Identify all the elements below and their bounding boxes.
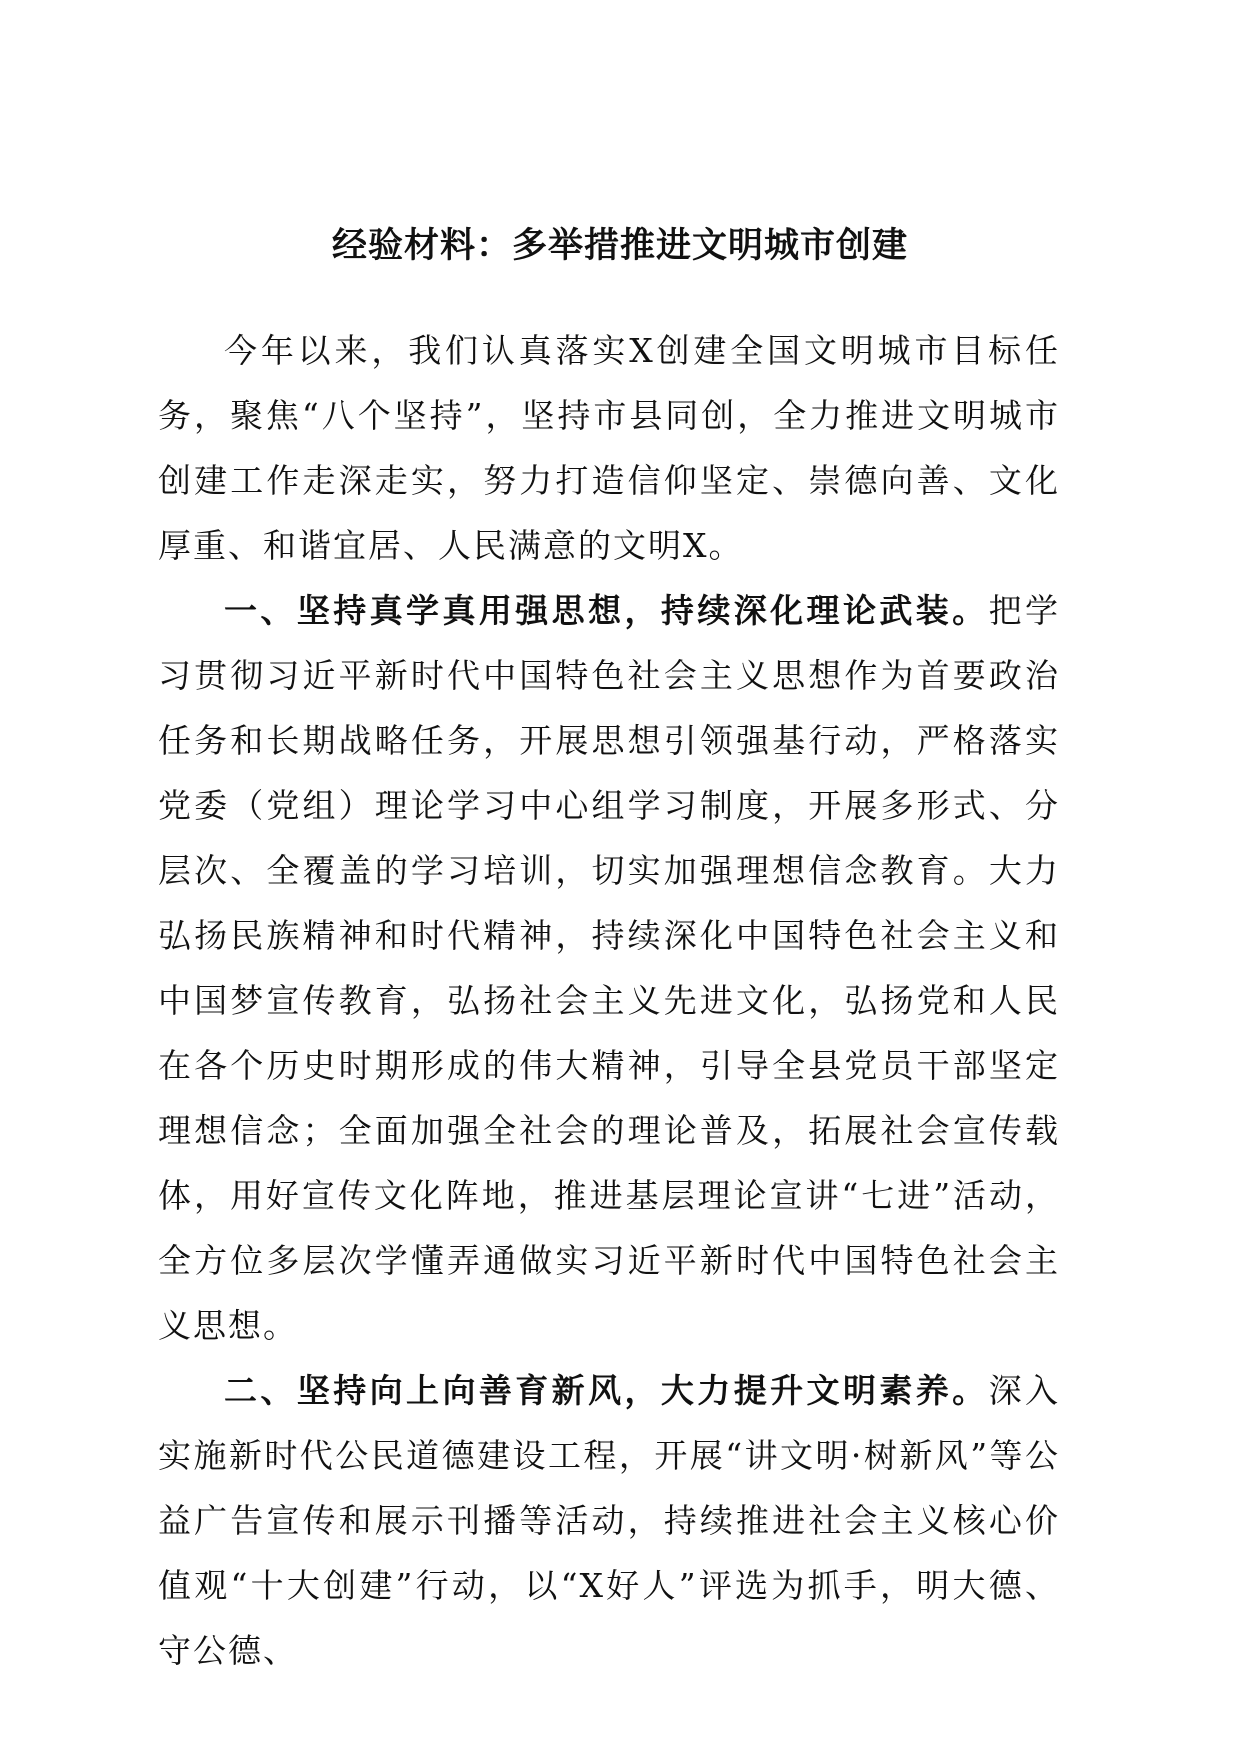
section-text-1: 把学习贯彻习近平新时代中国特色社会主义思想作为首要政治任务和长期战略任务，开展思想引领强基行动，严格落实党委（党组）理论学习中心组学习制度，开展多形式、分层次、全覆盖的学习培训，切实加强理想信念教育。大力弘扬民族精神和时代精神，持续深化中国特色社会主义和中国梦宣传教育，弘扬社会主义先进文化，弘扬党和人民在各个历史时期形成的伟大精神，引导全县党员干部坚定理想信念；全面加强全社会的理论普及，拓展社会宣传载体，用好宣传文化阵地，推进基层理论宣讲“七进”活动，全方位多层次学懂弄通做实习近平新时代中国特色社会主义思想。 (158, 591, 1061, 1345)
intro-paragraph: 今年以来，我们认真落实X创建全国文明城市目标任务，聚焦“八个坚持”，坚持市县同创，全力推进文明城市创建工作走深走实，努力打造信仰坚定、崇德向善、文化厚重、和谐宜居、人民满意的文明X。 (158, 331, 1060, 565)
document-body (158, 318, 1060, 1683)
document-title: 经验材料：多举措推进文明城市创建 (331, 225, 908, 266)
section-paragraph-1 (158, 578, 1060, 1358)
section-heading-2: 二、坚持向上向善育新风，大力提升文明素养。 (224, 1371, 989, 1410)
section-paragraph-2 (158, 1358, 1060, 1683)
section-heading-1: 一、坚持真学真用强思想，持续深化理论武装。 (224, 591, 989, 630)
section-text-2: 深入实施新时代公民道德建设工程，开展“讲文明·树新风”等公益广告宣传和展示刊播等活动，持续推进社会主义核心价值观“十大创建”行动，以“X好人”评选为抓手，明大德、守公德、 (158, 1371, 1061, 1670)
